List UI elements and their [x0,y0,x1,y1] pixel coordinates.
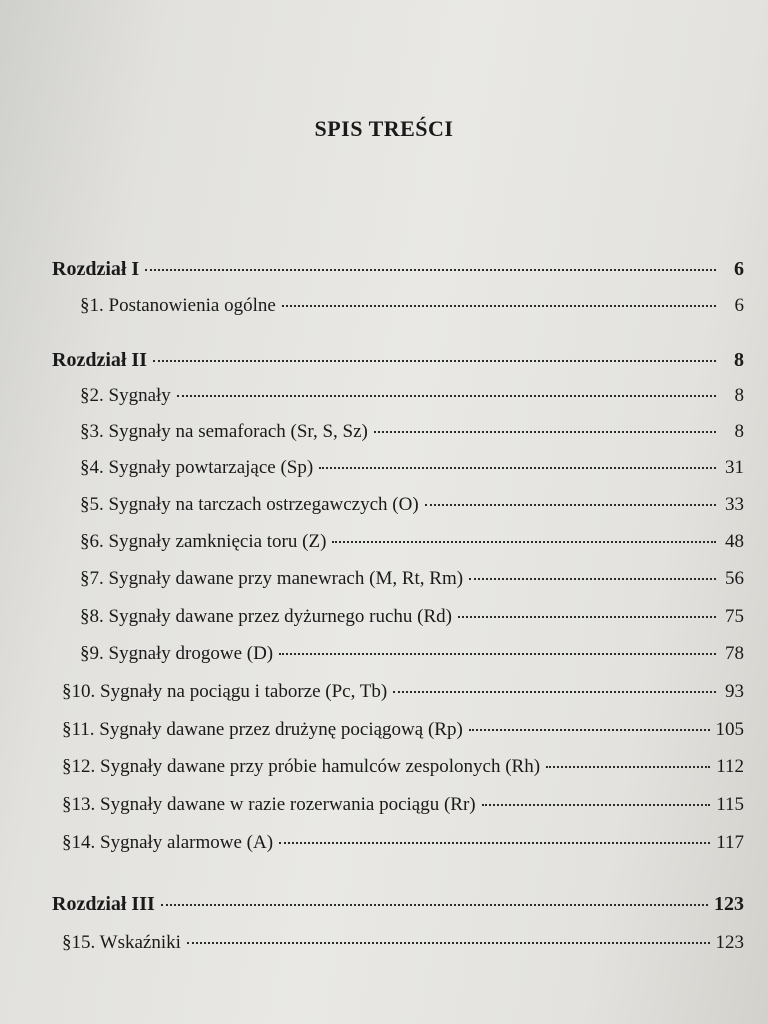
toc-entry-page: 93 [725,681,744,702]
page-title: SPIS TREŚCI [314,116,454,141]
toc-entry-label: §10. Sygnały na pociągu i taborze (Pc, Tb) [62,681,388,702]
toc-entry-label: Rozdział III [52,893,155,915]
toc-entry-section-10 [52,681,744,711]
dot-leader [374,431,716,433]
toc-entry-label: Rozdział II [52,349,147,371]
dot-leader [177,395,716,397]
toc-entry-page: 78 [725,643,744,664]
dot-leader [393,691,716,693]
toc-entry-page: 33 [725,494,744,515]
toc-entry-section-2 [52,385,744,415]
toc-entry-page: 56 [725,568,744,589]
toc-entry-page: 6 [734,295,744,316]
toc-entry-chapter-1 [52,258,744,288]
toc-entry-page: 31 [725,457,744,478]
toc-entry-page: 123 [715,932,744,953]
dot-leader [482,804,711,806]
dot-leader [187,942,710,944]
dot-leader [332,541,716,543]
dot-leader [469,578,716,580]
toc-entry-section-13 [52,794,744,824]
dot-leader [145,269,716,271]
toc-entry-label: §5. Sygnały na tarczach ostrzegawczych (O) [80,494,419,515]
toc-entry-page: 112 [716,756,744,777]
dot-leader [279,653,716,655]
toc-entry-label: §12. Sygnały dawane przy próbie hamulców zespolonych (Rh) [62,756,541,777]
toc-entry-page: 8 [734,385,744,406]
toc-entry-section-4 [52,457,744,487]
toc-entry-section-1 [52,295,744,325]
toc-entry-label: Rozdział I [52,258,140,280]
toc-entry-label: §1. Postanowienia ogólne [80,295,276,316]
toc-entry-label: §6. Sygnały zamknięcia toru (Z) [80,531,327,552]
dot-leader [458,616,716,618]
toc-entry-page: 123 [714,893,744,915]
toc-entry-label: §15. Wskaźniki [62,932,181,953]
table-of-contents [52,0,744,1024]
dot-leader [161,904,708,906]
toc-entry-section-5 [52,494,744,524]
toc-entry-label: §14. Sygnały alarmowe (A) [62,832,274,853]
toc-entry-chapter-3 [52,893,744,923]
toc-entry-label: §7. Sygnały dawane przy manewrach (M, Rt, Rm) [80,568,464,589]
toc-entry-section-6 [52,531,744,561]
toc-entry-chapter-2 [52,349,744,379]
dot-leader [279,842,710,844]
toc-entry-page: 115 [716,794,744,815]
toc-entry-section-3 [52,421,744,451]
dot-leader [469,729,710,731]
dot-leader [153,360,716,362]
toc-entry-label: §9. Sygnały drogowe (D) [80,643,274,664]
toc-entry-section-8 [52,606,744,636]
toc-entry-label: §3. Sygnały na semaforach (Sr, S, Sz) [80,421,368,442]
toc-entry-section-14 [52,832,744,862]
toc-entry-page: 75 [725,606,744,627]
toc-entry-label: §13. Sygnały dawane w razie rozerwania pociągu (Rr) [62,794,476,815]
dot-leader [282,305,716,307]
dot-leader [425,504,716,506]
toc-entry-label: §8. Sygnały dawane przez dyżurnego ruchu (Rd) [80,606,452,627]
toc-entry-section-15 [52,932,744,962]
toc-entry-section-7 [52,568,744,598]
toc-entry-page: 117 [716,832,744,853]
toc-entry-label: §4. Sygnały powtarzające (Sp) [80,457,314,478]
toc-entry-page: 6 [734,258,744,280]
dot-leader [319,467,716,469]
toc-entry-page: 8 [734,349,744,371]
toc-entry-page: 8 [734,421,744,442]
toc-entry-section-11 [52,719,744,749]
toc-entry-label: §11. Sygnały dawane przez drużynę pociągową (Rp) [62,719,463,740]
toc-entry-page: 105 [715,719,744,740]
toc-entry-page: 48 [725,531,744,552]
toc-entry-section-9 [52,643,744,673]
toc-entry-label: §2. Sygnały [80,385,171,406]
dot-leader [546,766,710,768]
toc-entry-section-12 [52,756,744,786]
